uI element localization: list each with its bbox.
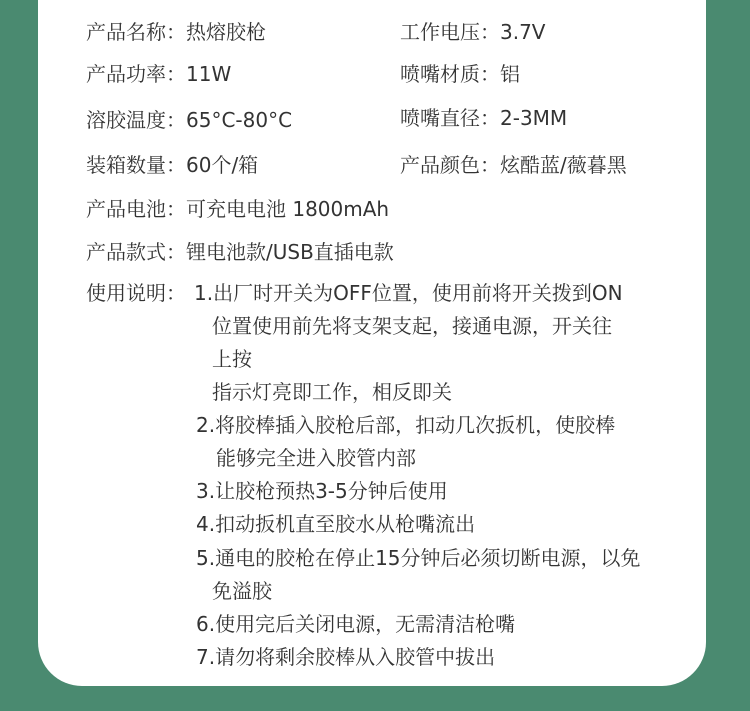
instruction-line: 4.扣动扳机直至胶水从枪嘴流出 bbox=[196, 512, 476, 536]
spec-label: 产品功率： bbox=[86, 62, 186, 86]
spec-power bbox=[86, 60, 231, 88]
spec-label: 喷嘴材质： bbox=[400, 62, 500, 86]
spec-nozzle-diameter bbox=[400, 104, 567, 132]
spec-value: 65°C-80°C bbox=[186, 108, 293, 132]
spec-label: 产品颜色： bbox=[400, 153, 500, 177]
instruction-line: 免溢胶 bbox=[212, 579, 272, 603]
spec-label: 产品电池： bbox=[86, 197, 186, 221]
spec-nozzle-material bbox=[400, 60, 520, 88]
spec-voltage bbox=[400, 18, 546, 46]
spec-label: 产品名称： bbox=[86, 20, 186, 44]
instruction-line: 位置使用前先将支架支起，接通电源，开关往 bbox=[212, 314, 612, 338]
instruction-line: 上按 bbox=[212, 347, 252, 371]
spec-card bbox=[38, 0, 706, 686]
spec-value: 热熔胶枪 bbox=[186, 20, 266, 44]
spec-value: 11W bbox=[186, 62, 232, 86]
spec-label: 溶胶温度： bbox=[86, 108, 186, 132]
spec-value: 铝 bbox=[500, 62, 520, 86]
instruction-line: 1.出厂时开关为OFF位置，使用前将开关拨到ON bbox=[194, 281, 623, 305]
instruction-line: 3.让胶枪预热3-5分钟后使用 bbox=[196, 479, 448, 503]
spec-value: 60个/箱 bbox=[186, 153, 259, 177]
instruction-line: 5.通电的胶枪在停止15分钟后必须切断电源，以免 bbox=[196, 546, 641, 570]
spec-box-qty bbox=[86, 151, 258, 179]
spec-value: 2-3MM bbox=[500, 106, 568, 130]
spec-label: 工作电压： bbox=[400, 20, 500, 44]
spec-product-name bbox=[86, 18, 266, 46]
spec-label: 喷嘴直径： bbox=[400, 106, 500, 130]
spec-value: 可充电电池 1800mAh bbox=[186, 197, 390, 221]
instruction-line: 2.将胶棒插入胶枪后部，扣动几次扳机，使胶棒 bbox=[196, 413, 616, 437]
spec-color bbox=[400, 151, 627, 179]
spec-value: 3.7V bbox=[500, 20, 546, 44]
spec-label: 产品款式： bbox=[86, 240, 186, 264]
spec-value: 炫酷蓝/薇暮黑 bbox=[500, 153, 627, 177]
instructions-label: 使用说明： bbox=[86, 281, 186, 305]
instruction-line: 7.请勿将剩余胶棒从入胶管中拔出 bbox=[196, 645, 496, 669]
instruction-line: 6.使用完后关闭电源，无需清洁枪嘴 bbox=[196, 612, 516, 636]
spec-style bbox=[86, 238, 394, 266]
instruction-line: 能够完全进入胶管内部 bbox=[216, 446, 416, 470]
spec-label: 装箱数量： bbox=[86, 153, 186, 177]
instruction-line: 指示灯亮即工作，相反即关 bbox=[212, 380, 452, 404]
spec-melt-temp bbox=[86, 106, 292, 134]
spec-battery bbox=[86, 195, 389, 223]
spec-value: 锂电池款/USB直插电款 bbox=[186, 240, 394, 264]
